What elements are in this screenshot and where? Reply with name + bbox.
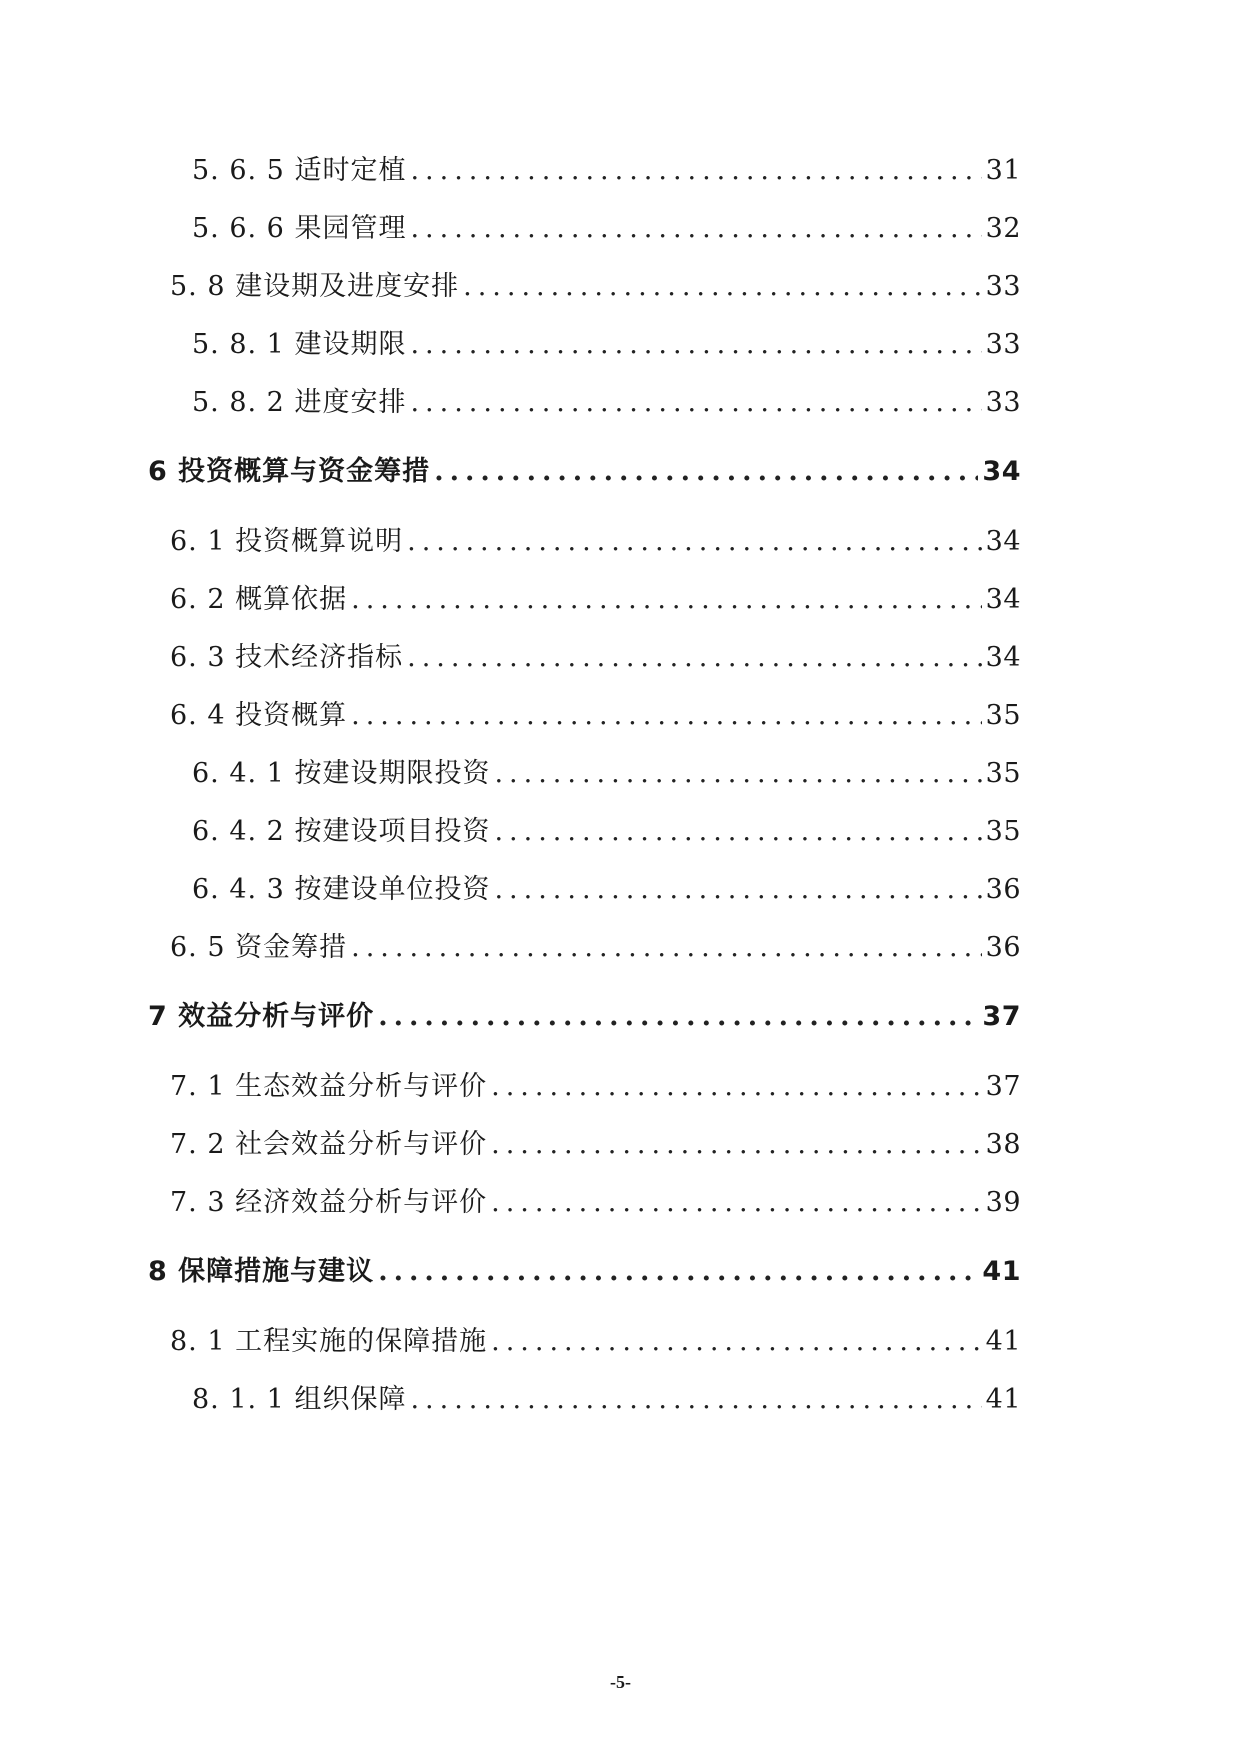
toc-entry-page: 35 xyxy=(985,700,1021,731)
toc-entry-page: 37 xyxy=(985,1071,1021,1102)
toc-entry[interactable] xyxy=(192,380,1021,419)
toc-dot-leader xyxy=(407,642,982,673)
toc-entry-page: 41 xyxy=(985,1384,1021,1415)
toc-dot-leader xyxy=(351,932,982,963)
toc-entry-page: 31 xyxy=(985,155,1021,186)
toc-chapter-page: 34 xyxy=(982,456,1021,487)
toc-entry[interactable] xyxy=(192,867,1021,906)
toc-dot-leader xyxy=(494,874,981,905)
toc-dot-leader xyxy=(491,1071,982,1102)
toc-entry[interactable] xyxy=(170,264,1021,303)
toc-entry-label: 8. 1. 1 组织保障 xyxy=(192,1384,407,1415)
toc-dot-leader xyxy=(491,1129,982,1160)
toc-entry[interactable] xyxy=(170,519,1021,558)
toc-dot-leader xyxy=(378,1256,978,1287)
toc-chapter-label: 7 效益分析与评价 xyxy=(148,1001,375,1032)
toc-dot-leader xyxy=(491,1187,982,1218)
toc-dot-leader xyxy=(410,329,981,360)
toc-entry[interactable] xyxy=(170,693,1021,732)
toc-entry-label: 6. 5 资金筹措 xyxy=(170,932,348,963)
toc-entry-page: 33 xyxy=(985,271,1021,302)
toc-chapter-page: 41 xyxy=(982,1256,1021,1287)
toc-dot-leader xyxy=(351,584,982,615)
toc-dot-leader xyxy=(494,816,981,847)
toc-entry[interactable] xyxy=(192,206,1021,245)
toc-dot-leader xyxy=(407,526,982,557)
toc-entry-label: 5. 8. 2 进度安排 xyxy=(192,387,407,418)
toc-dot-leader xyxy=(494,758,981,789)
toc-entry-page: 39 xyxy=(985,1187,1021,1218)
toc-chapter-entry[interactable] xyxy=(148,994,1021,1033)
toc-entry-page: 34 xyxy=(985,642,1021,673)
toc-entry[interactable] xyxy=(170,925,1021,964)
toc-dot-leader xyxy=(410,155,981,186)
toc-entry-label: 6. 4. 3 按建设单位投资 xyxy=(192,874,491,905)
toc-entry-page: 41 xyxy=(985,1326,1021,1357)
toc-entry[interactable] xyxy=(170,1122,1021,1161)
toc-entry-page: 34 xyxy=(985,584,1021,615)
toc-entry-page: 35 xyxy=(985,758,1021,789)
toc-dot-leader xyxy=(463,271,982,302)
toc-entry-label: 6. 1 投资概算说明 xyxy=(170,526,404,557)
toc-dot-leader xyxy=(410,213,981,244)
toc-entry[interactable] xyxy=(170,1064,1021,1103)
toc-entry[interactable] xyxy=(170,1319,1021,1358)
toc-entry-label: 6. 4 投资概算 xyxy=(170,700,348,731)
toc-entry-page: 34 xyxy=(985,526,1021,557)
toc-entry-label: 7. 2 社会效益分析与评价 xyxy=(170,1129,488,1160)
toc-entry-page: 32 xyxy=(985,213,1021,244)
toc-entry-label: 5. 8. 1 建设期限 xyxy=(192,329,407,360)
toc-entry[interactable] xyxy=(170,1180,1021,1219)
toc-entry[interactable] xyxy=(192,322,1021,361)
toc-dot-leader xyxy=(410,387,981,418)
toc-chapter-page: 37 xyxy=(982,1001,1021,1032)
toc-entry[interactable] xyxy=(192,809,1021,848)
toc-entry-page: 33 xyxy=(985,329,1021,360)
toc-entry-page: 35 xyxy=(985,816,1021,847)
toc-chapter-label: 8 保障措施与建议 xyxy=(148,1256,375,1287)
toc-dot-leader xyxy=(434,456,978,487)
toc-entry[interactable] xyxy=(192,1377,1021,1416)
toc-entry-label: 7. 3 经济效益分析与评价 xyxy=(170,1187,488,1218)
toc-entry[interactable] xyxy=(170,635,1021,674)
toc-dot-leader xyxy=(351,700,982,731)
toc-chapter-entry[interactable] xyxy=(148,1249,1021,1288)
toc-entry-label: 6. 4. 2 按建设项目投资 xyxy=(192,816,491,847)
toc-entry-label: 5. 6. 6 果园管理 xyxy=(192,213,407,244)
toc-entry-page: 36 xyxy=(985,932,1021,963)
toc-chapter-label: 6 投资概算与资金筹措 xyxy=(148,456,431,487)
toc-entry-label: 5. 8 建设期及进度安排 xyxy=(170,271,460,302)
toc-entry-label: 8. 1 工程实施的保障措施 xyxy=(170,1326,488,1357)
toc-entry-page: 38 xyxy=(985,1129,1021,1160)
toc-entry-label: 7. 1 生态效益分析与评价 xyxy=(170,1071,488,1102)
toc-entry[interactable] xyxy=(170,577,1021,616)
toc-dot-leader xyxy=(378,1001,978,1032)
toc-entry[interactable] xyxy=(192,148,1021,187)
page-number: -5- xyxy=(610,1672,631,1692)
toc-entry-page: 36 xyxy=(985,874,1021,905)
toc-entry-label: 6. 4. 1 按建设期限投资 xyxy=(192,758,491,789)
toc-entry-label: 6. 3 技术经济指标 xyxy=(170,642,404,673)
toc-entry[interactable] xyxy=(192,751,1021,790)
toc-dot-leader xyxy=(410,1384,981,1415)
toc-entry-label: 5. 6. 5 适时定植 xyxy=(192,155,407,186)
toc-entry-label: 6. 2 概算依据 xyxy=(170,584,348,615)
toc-entry-page: 33 xyxy=(985,387,1021,418)
toc-chapter-entry[interactable] xyxy=(148,449,1021,488)
toc-dot-leader xyxy=(491,1326,982,1357)
